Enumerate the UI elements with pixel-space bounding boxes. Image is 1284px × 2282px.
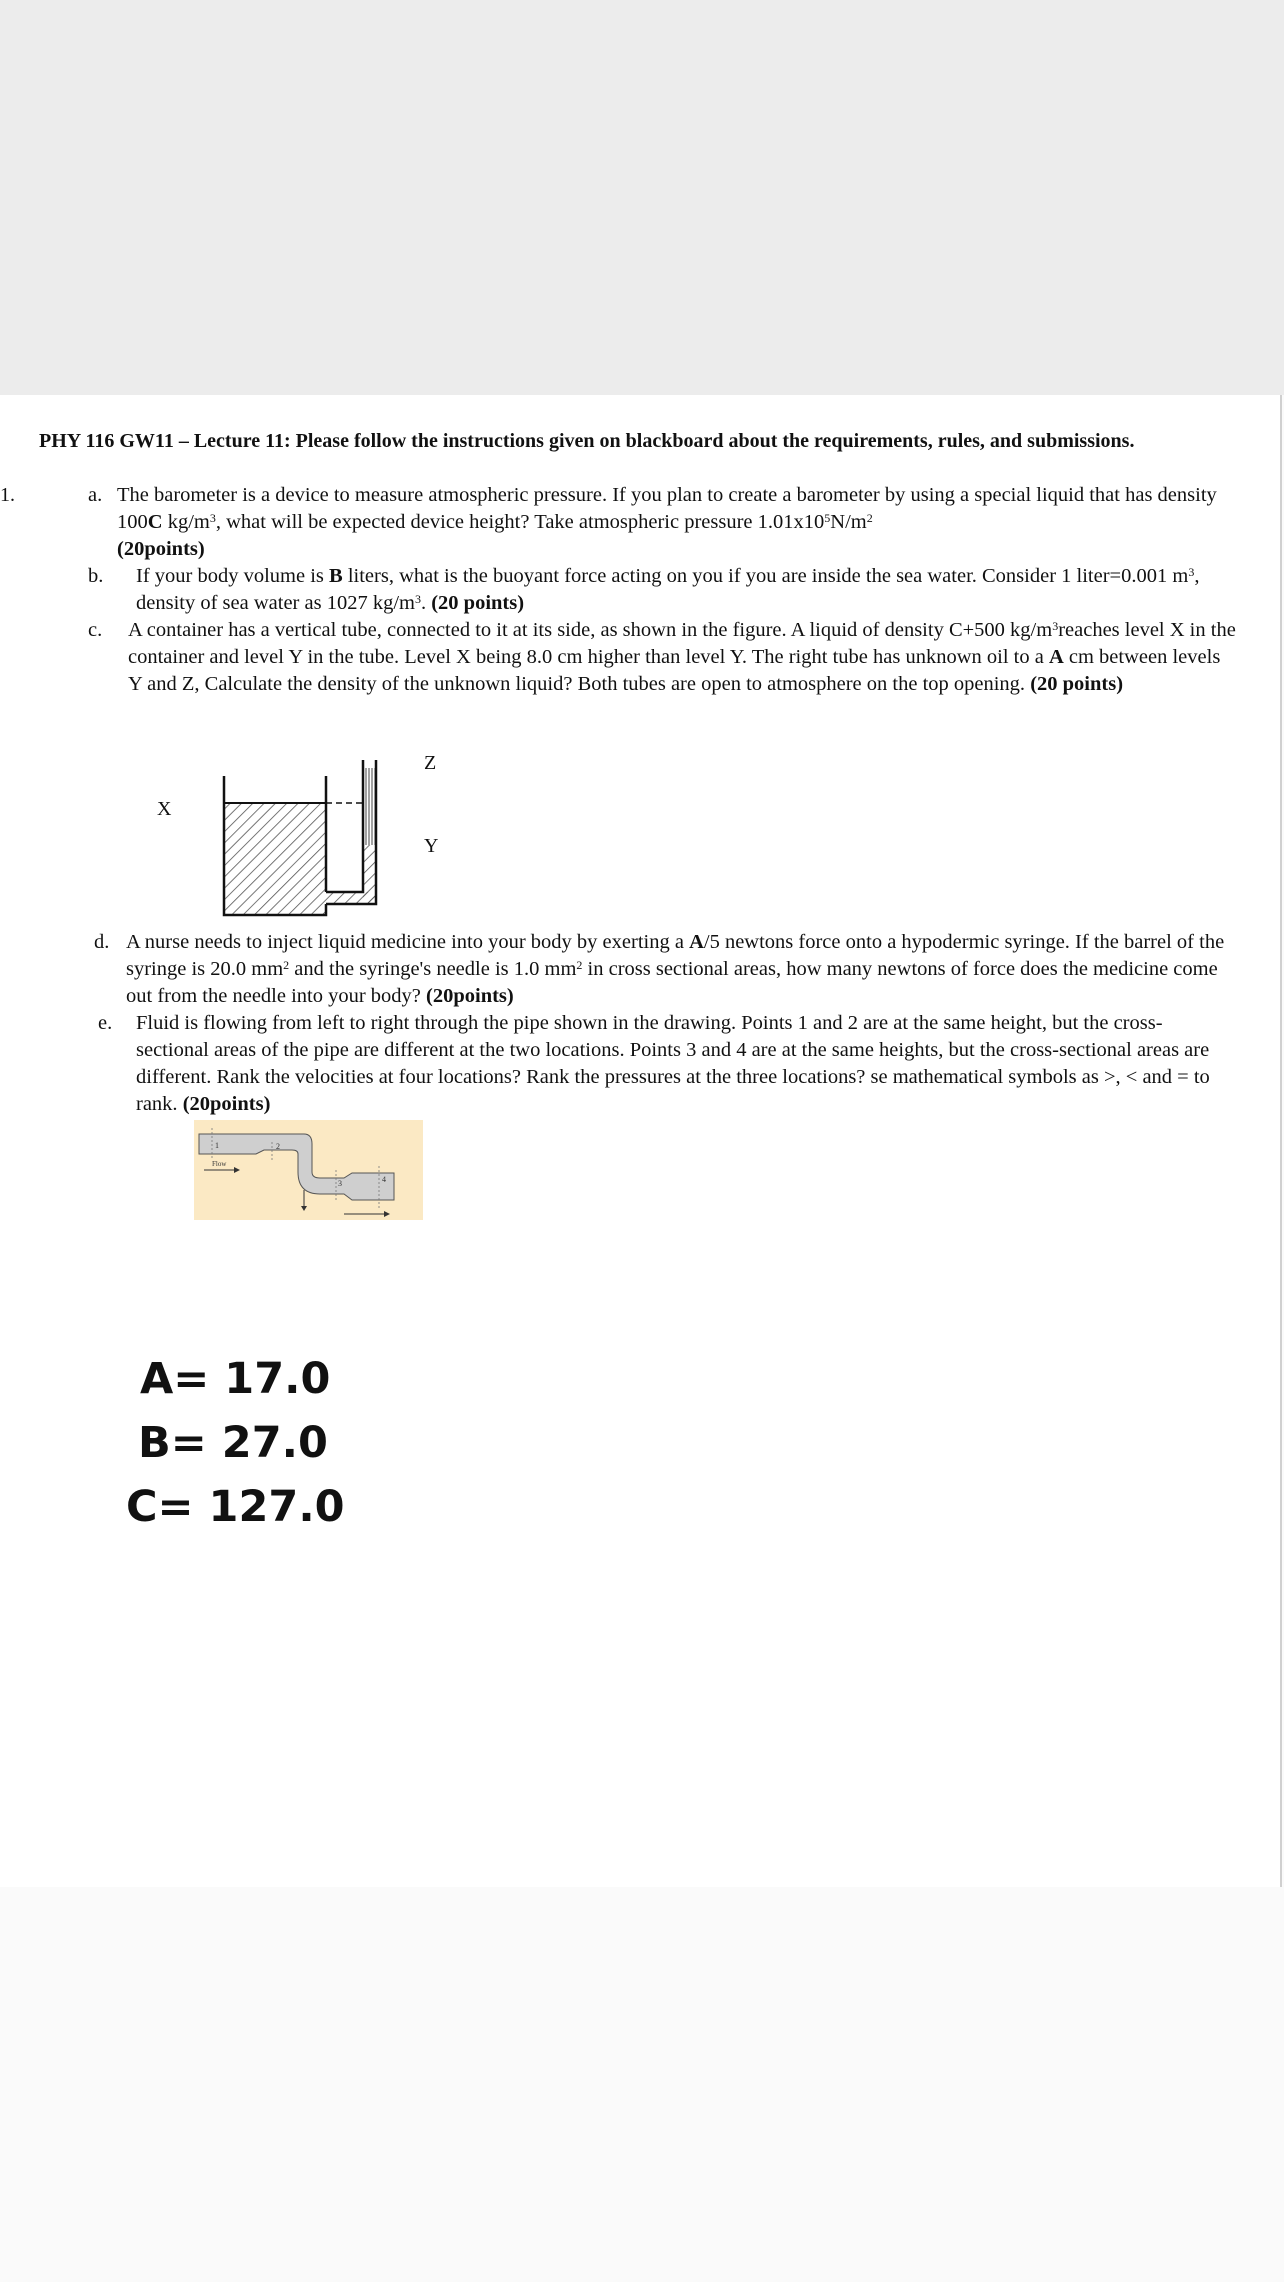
pipe-body <box>199 1134 394 1200</box>
variable-b: B= 27.0 <box>138 1418 328 1468</box>
question-part-a: a. The barometer is a device to measure atmospheric pressure. If you plan to create a barometer by using a special liquid that has density 100C $kg/m^3$, what will be expected device height? Take atmospheric pressure $1.01x10^5N/m^2$ (20points) <box>88 484 1217 560</box>
pipe-point-3-label: 3 <box>338 1179 342 1188</box>
part-a-points: (20points) <box>117 538 205 560</box>
page-title: PHY 116 GW11 – Lecture 11: Please follow the instructions given on blackboard about the requirements, rules, and submissions. <box>39 430 1135 452</box>
part-e-label: e. <box>98 1012 113 1034</box>
level-y-label: Y <box>424 835 439 857</box>
question-part-b: b. If your body volume is B liters, what is the buoyant force acting on you if you are inside the sea water. Consider 1 liter=0.001 $m^3$, density of sea water as 1027 $kg/m^3$. (20 points) <box>88 565 1200 614</box>
pipe-point-4-label: 4 <box>382 1175 386 1184</box>
flow-label: Flow <box>212 1160 227 1168</box>
part-c-label: c. <box>88 619 103 641</box>
question-part-d: d. A nurse needs to inject liquid medicine into your body by exerting a A/5 newtons force onto a hypodermic syringe. If the barrel of the syringe is 20.0 $mm^2$ and the syringe's needle is 1.0 $mm^2$ in cross sectional areas, how many newtons of force does the medicine come out from the needle into your body? (20points) <box>94 931 1225 1007</box>
variable-a: A= 17.0 <box>140 1354 331 1404</box>
variable-values <box>124 1347 345 1539</box>
document-page <box>0 395 1282 1887</box>
viewer-top-background <box>0 0 1284 395</box>
level-x-label: X <box>157 798 172 820</box>
question-number: 1. <box>0 484 15 506</box>
variable-c: C= 127.0 <box>126 1482 345 1532</box>
part-b-points: (20 points) <box>431 592 525 614</box>
part-e-points: (20points) <box>182 1093 271 1115</box>
viewer-bottom-background <box>0 1887 1284 2282</box>
part-d-points: (20points) <box>426 985 514 1007</box>
pipe-flow-figure <box>194 1120 423 1220</box>
level-z-label: Z <box>424 752 437 774</box>
question-part-e: e. Fluid is flowing from left to right through the pipe shown in the drawing. Points 1 and 2 are at the same height, but the cross-sectional areas of the pipe are different at the two locations. Points 3 and 4 are at the same heights, but the cross-sectional areas are different. Rank the velocities at four locations? Rank the pressures at the three locations? se mathematical symbols as >, < and = to rank. (20points) <box>98 1012 1210 1115</box>
container-tube-figure <box>215 750 415 930</box>
part-b-label: b. <box>88 565 104 587</box>
part-d-label: d. <box>94 931 110 953</box>
container-liquid <box>224 803 326 915</box>
pipe-point-2-label: 2 <box>276 1142 280 1151</box>
question-part-c: c. A container has a vertical tube, connected to it at its side, as shown in the figure. A liquid of density C+500 $kg/m^3reaches$ level X in the container and level Y in the tube. Level X being 8.0 cm higher than level Y. The right tube has unknown oil to a A cm between levels Y and Z, Calculate the density of the unknown liquid? Both tubes are open to atmosphere on the top opening. (20 points) <box>88 619 1236 695</box>
pipe-point-1-label: 1 <box>215 1141 219 1150</box>
oil-column <box>363 768 376 845</box>
part-c-points: (20 points) <box>1030 673 1124 695</box>
part-a-label: a. <box>88 484 103 506</box>
